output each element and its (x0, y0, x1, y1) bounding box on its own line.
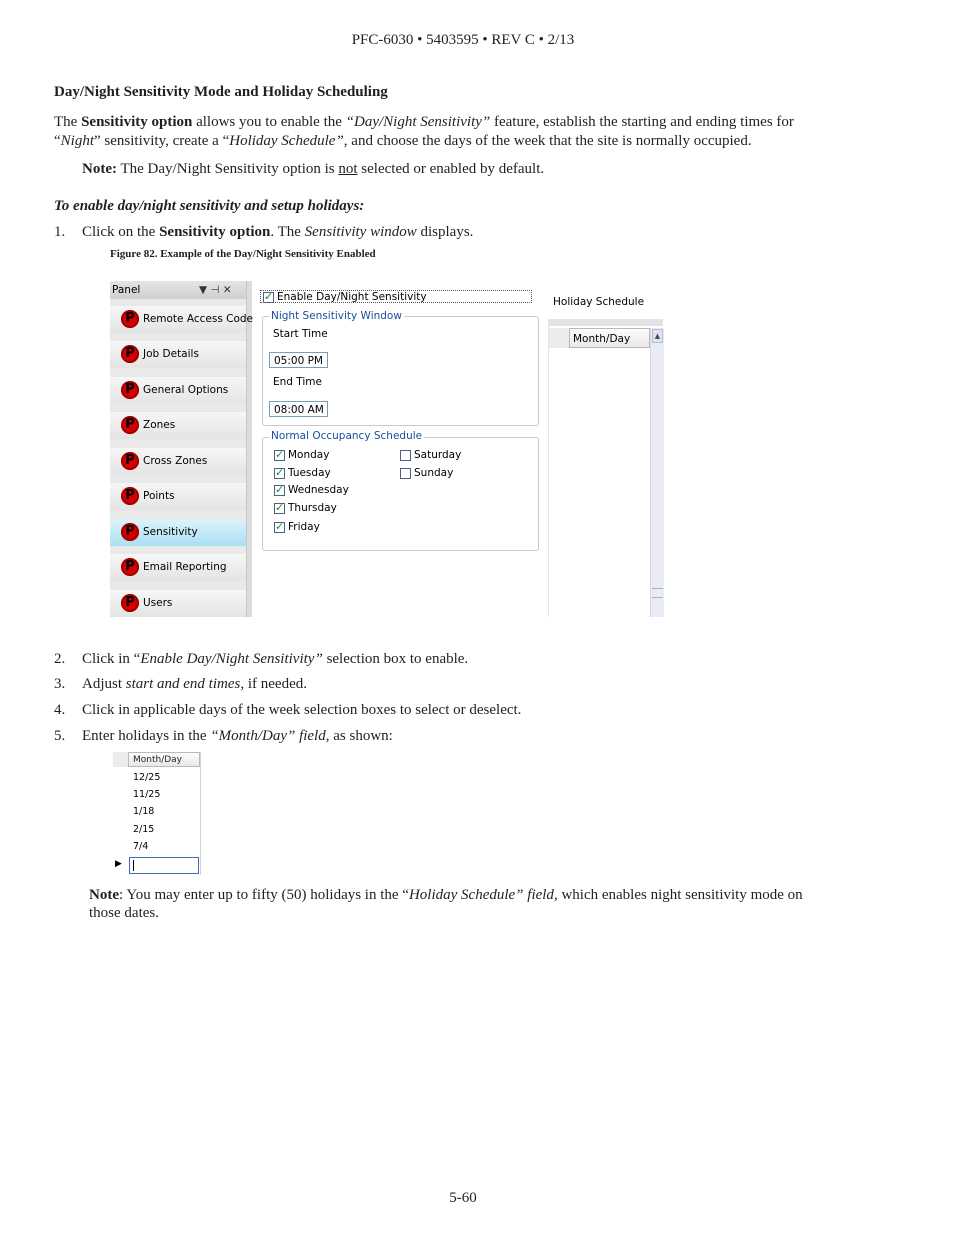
nav-item-sensitivity[interactable] (110, 519, 246, 546)
panel-p-icon: P (121, 452, 139, 470)
intro-italic-night: Night (60, 133, 95, 149)
step-number: 4. (54, 702, 66, 718)
enable-day-night-label: Enable Day/Night Sensitivity (277, 291, 427, 303)
note-text: , which enables night sensitivity mode on (553, 887, 803, 903)
tuesday-checkbox[interactable] (274, 468, 285, 479)
step-text: as shown: (329, 728, 393, 744)
figure-caption: Figure 82. Example of the Day/Night Sensitivity Enabled (110, 248, 376, 260)
wednesday-checkbox[interactable] (274, 485, 285, 496)
monday-label: Monday (288, 449, 330, 461)
panel-header (110, 281, 246, 299)
step-number: 2. (54, 651, 66, 667)
step-italic: “Month/Day” field, (210, 728, 330, 744)
panel-p-icon: P (121, 310, 139, 328)
nav-item-label: Job Details (143, 348, 199, 360)
nav-item-label: Remote Access Code (143, 313, 254, 325)
step-bold: Sensitivity option (159, 224, 271, 240)
intro-text: ” sensitivity, create a “ (94, 133, 230, 149)
note-label: Note: (82, 161, 117, 177)
step-text: . The (270, 224, 305, 240)
step-text: selection box to enable. (322, 651, 469, 667)
normal-occupancy-schedule-title: Normal Occupancy Schedule (271, 430, 423, 442)
text-cursor (133, 860, 134, 871)
step-text: Enter holidays in the (82, 728, 211, 744)
current-row-arrow-icon: ▶ (115, 859, 122, 869)
note-text: : You may enter up to fifty (50) holidays in the “ (119, 887, 409, 903)
note-holiday-limit-line2: those dates. (89, 905, 159, 921)
scroll-thumb-grip-icon[interactable] (652, 588, 663, 598)
nav-item-points[interactable] (110, 483, 246, 510)
nav-item-zones[interactable] (110, 412, 246, 439)
sunday-checkbox[interactable] (400, 468, 411, 479)
mini-grid-corner (113, 752, 128, 767)
intro-italic-day-night: “Day/Night Sensitivity” (345, 114, 491, 130)
thursday-checkbox[interactable] (274, 503, 285, 514)
mini-month-day-header[interactable]: Month/Day (128, 752, 200, 767)
enable-day-night-checkbox[interactable] (263, 292, 274, 303)
intro-text: , and choose the days of the week that the site is normally occupied. (343, 133, 752, 149)
nav-item-remote-access-code[interactable] (110, 306, 254, 333)
intro-text: allows you to enable the (192, 114, 346, 130)
intro-paragraph-line1 (54, 113, 794, 132)
month-day-column-header[interactable]: Month/Day (569, 328, 650, 348)
step-5-text (82, 727, 393, 746)
nav-item-users[interactable] (110, 590, 246, 617)
nav-item-label: Users (143, 597, 173, 609)
panel-p-icon: P (121, 416, 139, 434)
end-time-label: End Time (273, 376, 322, 388)
nav-item-email-reporting[interactable] (110, 554, 246, 581)
holiday-row[interactable]: 7/4 (133, 841, 149, 852)
panel-p-icon: P (121, 345, 139, 363)
thursday-label: Thursday (288, 502, 337, 514)
step-text: Adjust (82, 676, 126, 692)
nav-item-label: Points (143, 490, 175, 502)
nav-item-label: Sensitivity (143, 526, 198, 538)
note-default-disabled (82, 160, 544, 179)
grid-vertical-scrollbar[interactable] (650, 328, 664, 617)
intro-text: “ (54, 133, 61, 149)
page-number: 5-60 (449, 1190, 477, 1206)
note-text: selected or enabled by default. (357, 161, 545, 177)
saturday-label: Saturday (414, 449, 462, 461)
intro-text: feature, establish the starting and ending times for (490, 114, 794, 130)
grid-row-header-corner (549, 328, 569, 348)
step-3-text (82, 675, 307, 694)
section-title: Day/Night Sensitivity Mode and Holiday Scheduling (54, 84, 388, 100)
panel-p-icon: P (121, 381, 139, 399)
panel-p-icon: P (121, 487, 139, 505)
panel-title: Panel (112, 284, 141, 296)
note-underlined-not: not (338, 161, 358, 177)
intro-text: The (54, 114, 82, 130)
intro-paragraph-line2 (54, 132, 752, 151)
note-label: Note (89, 887, 119, 903)
panel-p-icon: P (121, 523, 139, 541)
step-number: 5. (54, 728, 66, 744)
nav-item-general-options[interactable] (110, 377, 246, 404)
note-italic-holiday-schedule: Holiday Schedule” field (408, 887, 554, 903)
saturday-checkbox[interactable] (400, 450, 411, 461)
intro-bold-sensitivity-option: Sensitivity option (81, 114, 193, 130)
grid-top-band (549, 319, 663, 326)
step-italic: Sensitivity window (304, 224, 417, 240)
holiday-schedule-grid[interactable] (548, 319, 663, 617)
step-2-text (82, 650, 468, 669)
nav-item-job-details[interactable] (110, 341, 246, 368)
friday-label: Friday (288, 521, 320, 533)
intro-italic-holiday-schedule: Holiday Schedule” (229, 133, 344, 149)
step-1-text (82, 223, 473, 242)
start-time-label: Start Time (273, 328, 328, 340)
scroll-up-arrow-icon[interactable]: ▲ (652, 329, 663, 343)
holiday-row[interactable]: 12/25 (133, 772, 161, 783)
note-text: The Day/Night Sensitivity option is (116, 161, 339, 177)
holiday-row[interactable]: 2/15 (133, 824, 155, 835)
end-time-input[interactable]: 08:00 AM (269, 401, 328, 417)
panel-p-icon: P (121, 558, 139, 576)
panel-splitter[interactable] (246, 281, 252, 617)
step-text: , if needed. (240, 676, 307, 692)
panel-header-controls-icon[interactable]: ▼ ⊣ ✕ (199, 284, 232, 296)
holiday-schedule-label: Holiday Schedule (553, 296, 645, 308)
nav-item-label: Zones (143, 419, 176, 431)
holiday-row[interactable]: 11/25 (133, 789, 161, 800)
panel-p-icon: P (121, 594, 139, 612)
step-text: Click on the (82, 224, 160, 240)
sunday-label: Sunday (414, 467, 454, 479)
nav-item-cross-zones[interactable] (110, 448, 246, 475)
friday-checkbox[interactable] (274, 522, 285, 533)
nav-item-label: Email Reporting (143, 561, 227, 573)
step-number: 3. (54, 676, 66, 692)
procedure-title: To enable day/night sensitivity and setup holidays: (54, 198, 365, 214)
start-time-input[interactable]: 05:00 PM (269, 352, 328, 368)
new-holiday-input[interactable] (129, 857, 199, 874)
step-text: displays. (416, 224, 474, 240)
step-number: 1. (54, 224, 66, 240)
holiday-row[interactable]: 1/18 (133, 806, 155, 817)
night-sensitivity-window-title: Night Sensitivity Window (271, 310, 402, 322)
step-italic: Enable Day/Night Sensitivity” (140, 651, 323, 667)
step-italic: start and end times (125, 676, 241, 692)
nav-item-label: General Options (143, 384, 229, 396)
document-header: PFC-6030 • 5403595 • REV C • 2/13 (351, 32, 575, 48)
wednesday-label: Wednesday (288, 484, 349, 496)
nav-item-label: Cross Zones (143, 455, 208, 467)
tuesday-label: Tuesday (288, 467, 331, 479)
step-text: Click in “ (82, 651, 141, 667)
monday-checkbox[interactable] (274, 450, 285, 461)
note-holiday-limit-line1 (89, 886, 803, 905)
step-4-text: Click in applicable days of the week selection boxes to select or deselect. (82, 702, 522, 718)
